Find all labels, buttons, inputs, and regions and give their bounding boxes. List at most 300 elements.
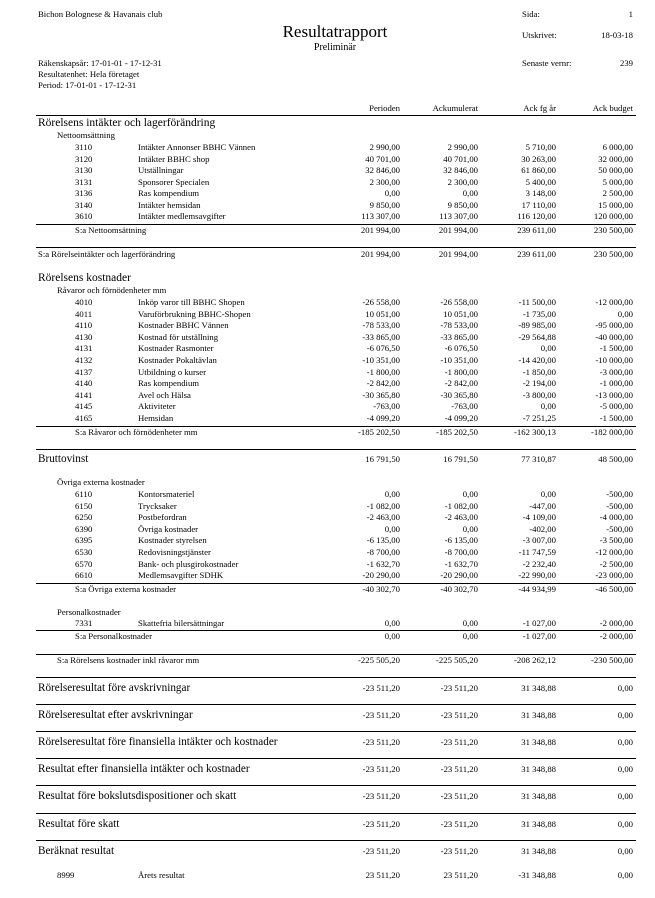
amount-accumulated: -1 800,00 <box>444 366 478 377</box>
amount-budget: 0,00 <box>617 846 633 856</box>
last-voucher-label: Senaste vernr: <box>522 58 572 68</box>
amount-prev-year: -11 500,00 <box>518 297 556 307</box>
printed-label: Utskrivet: <box>522 30 557 40</box>
amount-period: 23 511,20 <box>365 870 400 880</box>
amount-prev-year: -1 735,00 <box>522 308 556 319</box>
printed-date: 18-03-18 <box>601 30 633 40</box>
sum-operating-income <box>0 249 655 260</box>
amount-budget: -5 000,00 <box>599 401 633 412</box>
account-number: 4010 <box>75 297 93 307</box>
amount-period: -33 865,00 <box>362 331 400 342</box>
sum-period: -40 302,70 <box>362 584 400 594</box>
amount-budget: 0,00 <box>617 791 633 801</box>
amount-period: -20 290,00 <box>362 570 400 581</box>
account-name: Postbefordran <box>138 512 187 523</box>
account-number: 6395 <box>75 535 93 546</box>
sum-label: S:a Rörelseintäkter och lagerförändring <box>38 249 176 259</box>
account-number: 4011 <box>75 308 93 319</box>
sum-label: S:a Övriga externa kostnader <box>75 584 177 594</box>
amount-accumulated: -23 511,20 <box>440 846 478 856</box>
result-row <box>0 709 655 722</box>
account-name: Kostnader Rasmonter <box>138 343 214 354</box>
amount-prev-year: -447,00 <box>529 500 556 511</box>
result-row <box>0 682 655 695</box>
amount-period: 2 300,00 <box>369 176 400 187</box>
result-row <box>0 736 655 749</box>
amount-budget: -23 000,00 <box>595 570 633 581</box>
account-name: Skattefria bilersättningar <box>138 618 225 628</box>
amount-period: 0,00 <box>384 523 400 534</box>
amount-period: -78 533,00 <box>362 320 400 331</box>
sum-acc: 201 994,00 <box>438 249 478 259</box>
account-number: 6250 <box>75 512 93 523</box>
account-number: 4165 <box>75 413 93 423</box>
col-prev-year: Ack fg år <box>523 103 556 113</box>
amount-prev-year: 5 400,00 <box>525 176 556 187</box>
account-name: Avel och Hälsa <box>138 389 191 400</box>
amount-period: -8 700,00 <box>366 547 400 557</box>
amount-budget: -12 000,00 <box>595 547 633 557</box>
sum-acc: -225 505,20 <box>436 655 478 665</box>
subsection-net-sales: Nettoomsättning <box>57 130 115 140</box>
amount-accumulated: -2 842,00 <box>444 378 478 389</box>
table-row <box>0 188 655 199</box>
account-number: 6570 <box>75 558 93 569</box>
sum-prev: -208 262,12 <box>514 655 556 665</box>
sum-personnel <box>0 631 655 642</box>
col-period: Perioden <box>369 103 400 113</box>
sum-label: S:a Personalkostnader <box>75 631 152 641</box>
sum-acc: -185 202,50 <box>436 427 478 437</box>
amount-period: -23 511,20 <box>362 791 400 801</box>
amount-accumulated: -26 558,00 <box>440 297 478 307</box>
table-row <box>0 154 655 165</box>
amount-prev-year: 0,00 <box>540 401 556 412</box>
account-number: 4132 <box>75 355 93 365</box>
table-row <box>0 378 655 389</box>
account-number: 3130 <box>75 165 93 175</box>
amount-prev-year: -2 194,00 <box>522 378 556 389</box>
amount-budget: -40 000,00 <box>595 331 633 342</box>
sum-acc: -40 302,70 <box>440 584 478 594</box>
rule <box>36 677 636 678</box>
amount-accumulated: 0,00 <box>462 618 478 628</box>
result-label: Rörelseresultat efter avskrivningar <box>38 709 193 721</box>
table-row <box>0 211 655 222</box>
account-name: Kostnader Pokaltävlan <box>138 355 217 365</box>
table-row <box>0 320 655 331</box>
account-name: Utställningar <box>138 165 184 175</box>
rule <box>36 731 636 732</box>
account-number: 4110 <box>75 320 93 331</box>
amount-prev-year: 31 348,88 <box>521 737 556 747</box>
table-row <box>0 332 655 343</box>
sum-budget: 230 500,00 <box>593 249 633 259</box>
account-name: Bank- och plusgirokostnader <box>138 558 239 569</box>
amount-period: -23 511,20 <box>362 846 400 856</box>
amount-period: 0,00 <box>384 489 400 499</box>
amount-accumulated: -78 533,00 <box>440 320 478 331</box>
account-name: Intäkter hemsidan <box>138 199 201 210</box>
account-number: 6150 <box>75 500 93 511</box>
amount-prev-year: 17 110,00 <box>521 199 556 210</box>
gross-prev: 77 310,87 <box>521 454 556 464</box>
amount-prev-year: -3 007,00 <box>522 535 556 546</box>
result-label: Resultat före bokslutsdispositioner och skatt <box>38 790 237 802</box>
amount-prev-year: -29 564,88 <box>518 331 556 342</box>
amount-accumulated: -23 511,20 <box>440 764 478 774</box>
amount-accumulated: -4 099,20 <box>444 413 478 423</box>
account-number: 4145 <box>75 401 93 412</box>
amount-budget: 0,00 <box>617 683 633 693</box>
account-number: 4141 <box>75 389 93 400</box>
table-row <box>0 355 655 366</box>
result-label: Rörelseresultat före avskrivningar <box>38 682 191 694</box>
amount-period: -2 463,00 <box>366 512 400 523</box>
amount-budget: 120 000,00 <box>593 211 633 221</box>
account-name: Årets resultat <box>138 870 185 880</box>
col-accumulated: Ackumulerat <box>432 103 478 113</box>
sum-period: -225 505,20 <box>358 655 400 665</box>
table-row <box>0 535 655 546</box>
amount-budget: -500,00 <box>606 523 633 534</box>
report-title: Resultatrapport <box>282 22 388 41</box>
result-label: Beräknat resultat <box>38 845 115 857</box>
amount-budget: -3 000,00 <box>599 366 633 377</box>
account-number: 6110 <box>75 489 93 499</box>
sum-label: S:a Nettoomsättning <box>75 225 147 235</box>
amount-accumulated: -6 076,50 <box>444 343 478 354</box>
rule <box>36 449 636 450</box>
page-number: 1 <box>628 9 633 19</box>
amount-accumulated: 0,00 <box>462 489 478 499</box>
amount-prev-year: 3 148,00 <box>525 188 556 198</box>
amount-prev-year: 0,00 <box>540 343 556 354</box>
sum-budget: -46 500,00 <box>595 584 633 594</box>
table-row <box>0 413 655 424</box>
sum-net-sales <box>0 225 655 236</box>
amount-prev-year: -1 850,00 <box>522 366 556 377</box>
rule <box>36 704 636 705</box>
account-name: Kontorsmateriel <box>138 489 195 499</box>
amount-budget: 6 000,00 <box>602 142 633 152</box>
result-label: Resultat före skatt <box>38 818 120 830</box>
amount-accumulated: -763,00 <box>451 401 478 412</box>
amount-accumulated: -2 463,00 <box>444 512 478 523</box>
subsection-external: Övriga externa kostnader <box>57 477 145 487</box>
amount-period: 10 051,00 <box>365 308 400 319</box>
account-name: Aktiviteter <box>138 401 176 412</box>
sum-prev: -162 300,13 <box>514 427 556 437</box>
result-label: Resultat efter finansiella intäkter och kostnader <box>38 763 250 775</box>
sum-period: -185 202,50 <box>358 427 400 437</box>
amount-budget: 15 000,00 <box>598 199 633 210</box>
account-name: Redovisningstjänster <box>138 547 211 557</box>
sum-budget: 230 500,00 <box>593 225 633 235</box>
sum-label: S:a Råvaror och förnödenheter mm <box>75 427 198 437</box>
table-row <box>0 512 655 523</box>
amount-budget: 0,00 <box>617 870 633 880</box>
year-result-row <box>0 870 655 881</box>
sum-prev: -44 934,99 <box>518 584 556 594</box>
amount-prev-year: -1 027,00 <box>522 618 556 628</box>
sum-budget: -182 000,00 <box>591 427 633 437</box>
sum-budget: -230 500,00 <box>591 655 633 665</box>
account-number: 6530 <box>75 547 93 557</box>
amount-accumulated: -6 135,00 <box>444 535 478 546</box>
amount-prev-year: -14 420,00 <box>518 355 556 365</box>
account-number: 4131 <box>75 343 93 354</box>
table-row <box>0 343 655 354</box>
table-row <box>0 177 655 188</box>
account-name: Intäkter Annonser BBHC Vännen <box>138 142 256 152</box>
amount-prev-year: 5 710,00 <box>525 142 556 152</box>
section-title-costs: Rörelsens kostnader <box>38 272 131 284</box>
amount-accumulated: -23 511,20 <box>440 737 478 747</box>
amount-budget: 50 000,00 <box>598 165 633 175</box>
amount-period: -6 135,00 <box>366 535 400 546</box>
amount-prev-year: 0,00 <box>540 489 556 499</box>
account-name: Kostnader styrelsen <box>138 535 207 546</box>
table-row <box>0 401 655 412</box>
amount-budget: -10 000,00 <box>595 355 633 365</box>
amount-accumulated: 2 990,00 <box>447 142 478 152</box>
last-voucher-number: 239 <box>619 58 633 68</box>
amount-accumulated: -10 351,00 <box>440 355 478 365</box>
sum-acc: 0,00 <box>462 631 478 641</box>
account-name: Utbildning o kurser <box>138 366 207 377</box>
amount-budget: -4 000,00 <box>599 512 633 523</box>
amount-budget: 0,00 <box>617 308 633 319</box>
amount-prev-year: 31 348,88 <box>521 683 556 693</box>
subsection-materials: Råvaror och förnödenheter mm <box>57 285 167 295</box>
amount-accumulated: -1 082,00 <box>444 500 478 511</box>
account-name: Kostnad för utställning <box>138 331 219 342</box>
account-name: Ras kompendium <box>138 378 200 389</box>
amount-budget: -95 000,00 <box>595 320 633 331</box>
table-row <box>0 165 655 176</box>
amount-period: -26 558,00 <box>362 297 400 307</box>
account-number: 6610 <box>75 570 93 581</box>
amount-accumulated: -23 511,20 <box>440 710 478 720</box>
rule <box>36 785 636 786</box>
header-rule <box>36 115 636 116</box>
amount-period: -23 511,20 <box>362 683 400 693</box>
amount-period: -10 351,00 <box>362 355 400 365</box>
account-name: Medlemsavgifter SDHK <box>138 570 224 581</box>
account-name: Sponsorer Specialen <box>138 176 210 187</box>
fiscal-year: Räkenskapsår: 17-01-01 - 17-12-31 <box>38 58 162 68</box>
table-row <box>0 489 655 500</box>
amount-period: 0,00 <box>384 188 400 198</box>
col-budget: Ack budget <box>592 103 633 113</box>
sum-prev: 239 611,00 <box>517 225 556 235</box>
page-label: Sida: <box>522 9 540 19</box>
sum-period: 201 994,00 <box>360 249 400 259</box>
gross-acc: 16 791,50 <box>443 454 478 464</box>
amount-prev-year: 31 348,88 <box>521 819 556 829</box>
amount-accumulated: 0,00 <box>462 188 478 198</box>
account-number: 3610 <box>75 211 93 221</box>
account-number: 4140 <box>75 378 93 389</box>
account-name: Kostnader BBHC Vännen <box>138 320 229 331</box>
amount-period: 32 846,00 <box>365 165 400 175</box>
amount-budget: -1 500,00 <box>599 343 633 354</box>
amount-prev-year: 61 860,00 <box>521 165 556 175</box>
amount-accumulated: -20 290,00 <box>440 570 478 581</box>
amount-budget: 0,00 <box>617 819 633 829</box>
amount-budget: -1 500,00 <box>599 413 633 423</box>
account-number: 6390 <box>75 523 93 534</box>
gross-period: 16 791,50 <box>365 454 400 464</box>
table-row <box>0 559 655 570</box>
amount-period: -1 082,00 <box>366 500 400 511</box>
result-row <box>0 790 655 803</box>
amount-accumulated: -1 632,70 <box>444 558 478 569</box>
amount-budget: 32 000,00 <box>598 153 633 164</box>
sum-external <box>0 584 655 595</box>
sum-label: S:a Rörelsens kostnader inkl råvaror mm <box>57 655 200 665</box>
amount-period: 9 850,00 <box>369 199 400 210</box>
account-name: Intäkter medlemsavgifter <box>138 211 226 221</box>
account-number: 3140 <box>75 199 93 210</box>
amount-accumulated: 10 051,00 <box>443 308 478 319</box>
amount-period: -4 099,20 <box>366 413 400 423</box>
amount-period: 0,00 <box>384 618 400 628</box>
account-number: 3136 <box>75 188 93 198</box>
account-name: Övriga kostnader <box>138 523 199 534</box>
rule <box>36 758 636 759</box>
table-row <box>0 142 655 153</box>
amount-accumulated: 9 850,00 <box>447 199 478 210</box>
rule <box>36 840 636 841</box>
amount-accumulated: 40 701,00 <box>443 153 478 164</box>
amount-period: -23 511,20 <box>362 819 400 829</box>
account-number: 4137 <box>75 366 93 377</box>
amount-budget: -13 000,00 <box>595 389 633 400</box>
subsection-personnel: Personalkostnader <box>57 607 121 617</box>
table-row <box>0 390 655 401</box>
sum-total-costs <box>0 655 655 666</box>
amount-prev-year: -7 251,25 <box>522 413 556 423</box>
amount-accumulated: 32 846,00 <box>443 165 478 175</box>
table-row <box>0 297 655 308</box>
sum-period: 0,00 <box>384 631 400 641</box>
period: Period: 17-01-01 - 17-12-31 <box>38 80 137 90</box>
amount-budget: 2 500,00 <box>602 188 633 198</box>
amount-prev-year: -402,00 <box>529 523 556 534</box>
amount-accumulated: -23 511,20 <box>440 819 478 829</box>
account-number: 3110 <box>75 142 93 152</box>
account-name: Varuförbrukning BBHC-Shopen <box>138 308 251 319</box>
table-row <box>0 309 655 320</box>
amount-prev-year: 30 263,00 <box>521 153 556 164</box>
account-name: Intäkter BBHC shop <box>138 153 210 164</box>
amount-period: -23 511,20 <box>362 737 400 747</box>
amount-period: -6 076,50 <box>366 343 400 354</box>
sum-prev: -1 027,00 <box>522 631 556 641</box>
amount-budget: -2 000,00 <box>599 618 633 628</box>
rule <box>36 247 636 248</box>
amount-accumulated: -33 865,00 <box>440 331 478 342</box>
account-number: 7331 <box>75 618 93 628</box>
account-name: Ras kompendium <box>138 188 200 198</box>
table-row <box>0 524 655 535</box>
amount-prev-year: -4 109,00 <box>522 512 556 523</box>
account-number: 3131 <box>75 176 93 187</box>
amount-accumulated: 23 511,20 <box>443 870 478 880</box>
amount-period: 2 990,00 <box>369 142 400 152</box>
result-label: Rörelseresultat före finansiella intäkter och kostnader <box>38 736 278 748</box>
account-name: Trycksaker <box>138 500 177 511</box>
amount-period: 113 307,00 <box>361 211 400 221</box>
amount-prev-year: 31 348,88 <box>521 710 556 720</box>
result-row <box>0 818 655 831</box>
amount-period: -1 800,00 <box>366 366 400 377</box>
amount-budget: -500,00 <box>606 489 633 499</box>
account-number: 4130 <box>75 331 93 342</box>
amount-period: -1 632,70 <box>366 558 400 569</box>
result-row <box>0 845 655 858</box>
amount-budget: 0,00 <box>617 764 633 774</box>
amount-prev-year: -89 985,00 <box>518 320 556 331</box>
result-unit: Resultatenhet: Hela företaget <box>38 69 140 79</box>
amount-period: -30 365,80 <box>362 389 400 400</box>
amount-budget: -1 000,00 <box>599 378 633 389</box>
amount-accumulated: -23 511,20 <box>440 791 478 801</box>
amount-budget: -500,00 <box>606 500 633 511</box>
amount-accumulated: -30 365,80 <box>440 389 478 400</box>
club-name: Bichon Bolognese & Havanais club <box>38 9 163 19</box>
amount-prev-year: -31 348,88 <box>518 870 556 880</box>
table-row <box>0 200 655 211</box>
account-name: Inköp varor till BBHC Shopen <box>138 297 245 307</box>
report-subtitle: Preliminär <box>313 42 357 53</box>
sum-materials <box>0 427 655 438</box>
amount-budget: -2 500,00 <box>599 558 633 569</box>
account-name: Hemsidan <box>138 413 174 423</box>
amount-prev-year: 31 348,88 <box>521 846 556 856</box>
amount-prev-year: -2 232,40 <box>522 558 556 569</box>
table-row <box>0 570 655 581</box>
gross-label: Bruttovinst <box>38 453 89 465</box>
amount-accumulated: -23 511,20 <box>440 683 478 693</box>
sum-prev: 239 611,00 <box>517 249 556 259</box>
amount-budget: -12 000,00 <box>595 297 633 307</box>
table-row <box>0 618 655 629</box>
amount-accumulated: -8 700,00 <box>444 547 478 557</box>
amount-period: -23 511,20 <box>362 710 400 720</box>
amount-prev-year: 116 120,00 <box>517 211 556 221</box>
account-number: 8999 <box>57 870 75 880</box>
table-row <box>0 501 655 512</box>
amount-budget: 0,00 <box>617 737 633 747</box>
amount-prev-year: -3 800,00 <box>522 389 556 400</box>
amount-budget: 0,00 <box>617 710 633 720</box>
amount-period: -2 842,00 <box>366 378 400 389</box>
result-row <box>0 763 655 776</box>
column-headers <box>0 103 655 114</box>
amount-prev-year: 31 348,88 <box>521 764 556 774</box>
amount-budget: 5 000,00 <box>602 176 633 187</box>
amount-budget: -3 500,00 <box>599 535 633 546</box>
amount-prev-year: 31 348,88 <box>521 791 556 801</box>
sum-period: 201 994,00 <box>360 225 400 235</box>
amount-accumulated: 0,00 <box>462 523 478 534</box>
gross-budget: 48 500,00 <box>598 454 633 464</box>
table-row <box>0 547 655 558</box>
amount-prev-year: -22 990,00 <box>518 570 556 581</box>
